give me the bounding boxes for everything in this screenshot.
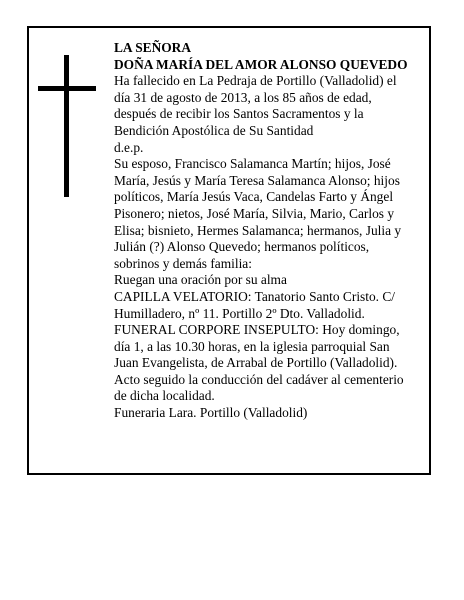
text-line: Humilladero, nº 11. Portillo 2º Dto. Valladolid. xyxy=(114,305,365,321)
text-line: Julián (?) Alonso Quevedo; hermanos políticos, xyxy=(114,239,370,255)
text-line: de dicha localidad. xyxy=(114,388,215,404)
text-line: después de recibir los Santos Sacramentos y la xyxy=(114,106,364,122)
obituary-heading: LA SEÑORA xyxy=(114,40,192,55)
text-line: FUNERAL CORPORE INSEPULTO: Hoy domingo, xyxy=(114,322,400,338)
text-line: Bendición Apostólica de Su Santidad xyxy=(114,122,314,138)
obituary-text xyxy=(114,40,420,422)
text-line: políticos, María Jesús Vaca, Candelas Farto y Ángel xyxy=(114,189,394,205)
cross-vertical-bar xyxy=(64,55,69,197)
text-line: Su esposo, Francisco Salamanca Martín; hijos, José xyxy=(114,156,391,172)
text-line: d.e.p. xyxy=(114,139,144,155)
cross-icon xyxy=(38,55,96,197)
text-line: Ha fallecido en La Pedraja de Portillo (Valladolid) el xyxy=(114,73,397,89)
text-line: día 1, a las 10.30 horas, en la iglesia parroquial San xyxy=(114,338,390,354)
text-line: María, Jesús y María Teresa Salamanca Alonso; hijos xyxy=(114,172,400,188)
text-line: día 31 de agosto de 2013, a los 85 años de edad, xyxy=(114,89,372,105)
text-line: Juan Evangelista, de Arrabal de Portillo (Valladolid). xyxy=(114,355,398,371)
text-line: sobrinos y demás familia: xyxy=(114,255,252,271)
text-line: Pisonero; nietos, José María, Silvia, Mario, Carlos y xyxy=(114,205,395,221)
text-line: Ruegan una oración por su alma xyxy=(114,272,287,288)
text-line: CAPILLA VELATORIO: Tanatorio Santo Cristo. C/ xyxy=(114,288,396,304)
text-line: Funeraria Lara. Portillo (Valladolid) xyxy=(114,405,308,421)
cross-horizontal-bar xyxy=(38,86,96,91)
text-line: Elisa; bisnieto, Hermes Salamanca; hermanos, Julia y xyxy=(114,222,402,238)
deceased-name: DOÑA MARÍA DEL AMOR ALONSO QUEVEDO xyxy=(114,56,408,72)
text-line: Acto seguido la conducción del cadáver al cementerio xyxy=(114,371,404,387)
